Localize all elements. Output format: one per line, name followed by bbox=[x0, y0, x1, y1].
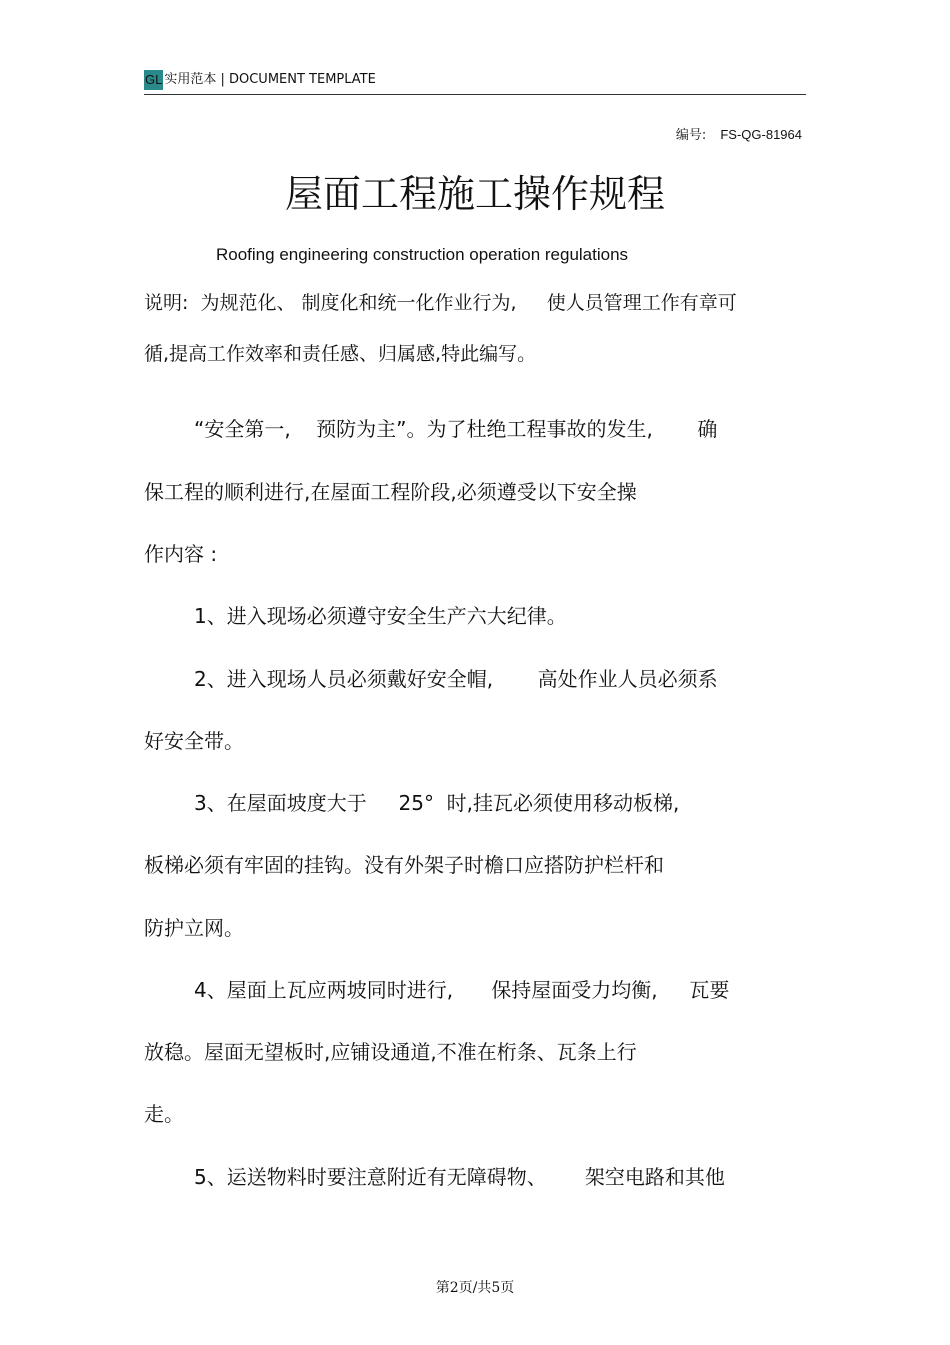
page-header bbox=[144, 70, 806, 95]
rule-item-2-cont: 好安全带。 bbox=[144, 729, 244, 753]
paragraph-line: “安全第一, 预防为主”。为了杜绝工程事故的发生, 确 bbox=[194, 417, 718, 441]
intro-line-1: 说明: 为规范化、 制度化和统一化作业行为, 使人员管理工作有章可 bbox=[144, 292, 737, 314]
rule-item-4-cont: 放稳。屋面无望板时,应铺设通道,不准在桁条、瓦条上行 bbox=[144, 1040, 637, 1064]
rule-item-3-cont: 防护立网。 bbox=[144, 916, 244, 940]
document-number bbox=[676, 126, 802, 145]
intro-line-2: 循,提高工作效率和责任感、归属感,特此编写。 bbox=[144, 343, 537, 365]
rule-item-3-cont: 板梯必须有牢固的挂钩。没有外架子时檐口应搭防护栏杆和 bbox=[144, 853, 664, 877]
paragraph-line: 作内容 : bbox=[144, 542, 218, 566]
rule-item-5: 5、运送物料时要注意附近有无障碍物、 架空电路和其他 bbox=[194, 1165, 725, 1189]
header-text: 实用范本 | DOCUMENT TEMPLATE bbox=[164, 72, 376, 87]
document-number-label: 编号: bbox=[675, 128, 707, 143]
document-number-value: FS-QG-81964 bbox=[720, 127, 802, 142]
rule-item-4-cont: 走。 bbox=[144, 1102, 184, 1126]
page-subtitle: Roofing engineering construction operation regulations bbox=[216, 245, 629, 264]
rule-item-3: 3、在屋面坡度大于 25° 时,挂瓦必须使用移动板梯, bbox=[194, 791, 680, 815]
rule-item-1: 1、进入现场必须遵守安全生产六大纪律。 bbox=[194, 604, 567, 628]
paragraph-line: 保工程的顺利进行,在屋面工程阶段,必须遵受以下安全操 bbox=[144, 480, 637, 504]
page-title: 屋面工程施工操作规程 bbox=[284, 172, 665, 216]
rule-item-4: 4、屋面上瓦应两坡同时进行, 保持屋面受力均衡, 瓦要 bbox=[194, 978, 730, 1002]
gl-logo: GL bbox=[144, 70, 163, 90]
page-footer: 第2页/共5页 bbox=[435, 1280, 515, 1296]
rule-item-2: 2、进入现场人员必须戴好安全帽, 高处作业人员必须系 bbox=[194, 667, 718, 691]
